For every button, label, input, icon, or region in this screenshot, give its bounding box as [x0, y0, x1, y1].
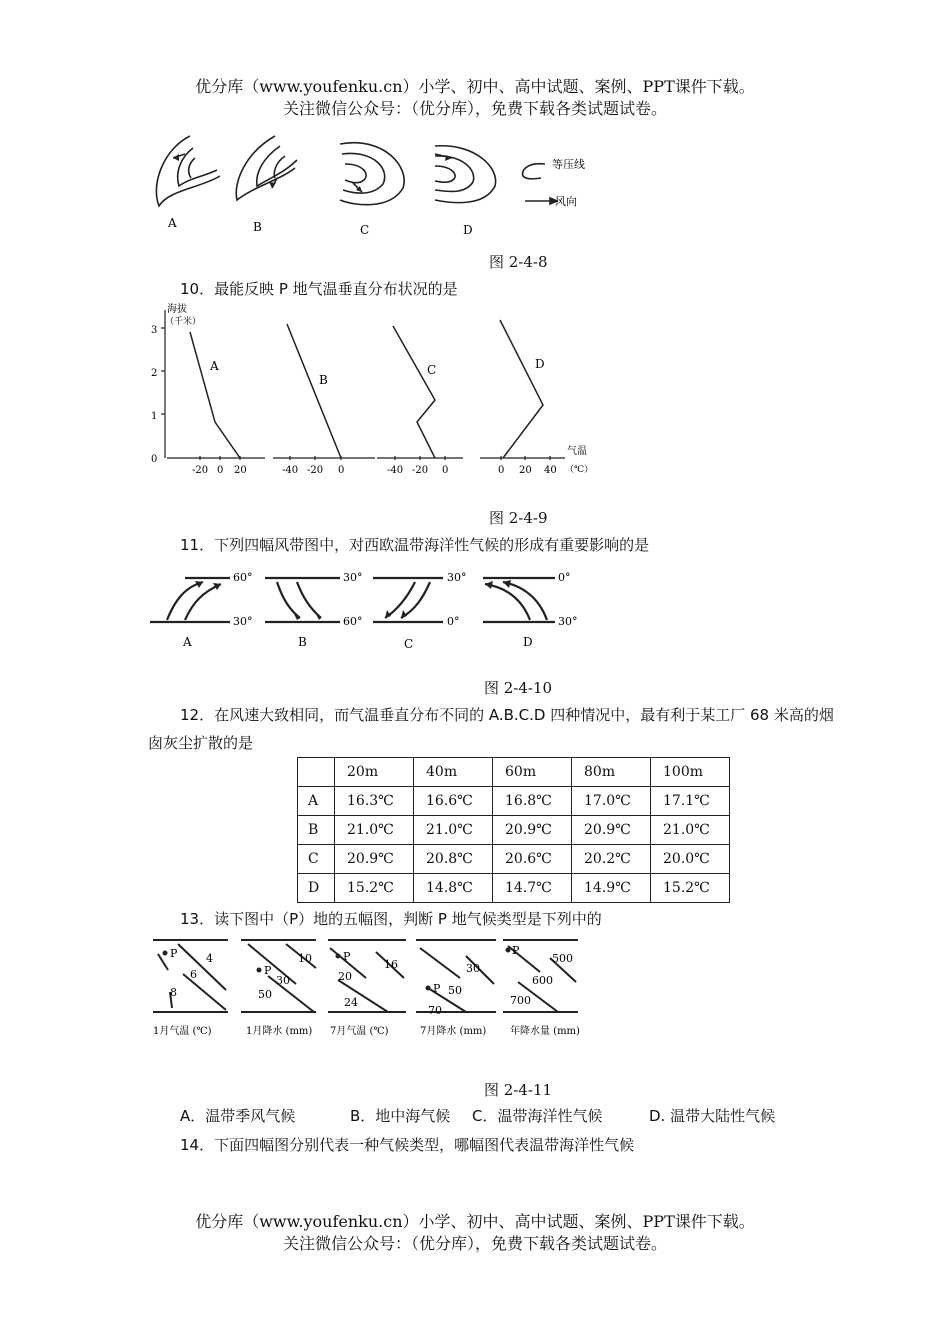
map2-value-1: 10 — [298, 952, 312, 965]
tick-d-1: 0 — [498, 465, 505, 476]
table-cell: 21.0℃ — [335, 816, 414, 845]
tick-c-2: -20 — [412, 465, 429, 476]
y-axis-unit: （千米） — [165, 317, 202, 327]
table-cell: 20.9℃ — [572, 816, 651, 845]
table-header-cell: 20m — [335, 758, 414, 787]
table-cell: A — [298, 787, 335, 816]
map2-value-3: 50 — [258, 988, 272, 1001]
map2-point: P — [264, 964, 272, 977]
tick-a-1: -20 — [192, 465, 209, 476]
tick-b-2: -20 — [307, 465, 324, 476]
belt-c-bottom: 0° — [447, 615, 460, 628]
temperature-table — [297, 757, 730, 903]
isobar-figure — [145, 128, 605, 243]
profile-label-d: D — [535, 357, 545, 371]
option-b: B．地中海气候 — [350, 1107, 451, 1125]
x-axis-title: 气温 — [567, 446, 587, 457]
table-cell: C — [298, 845, 335, 874]
y-tick-1: 1 — [151, 411, 158, 422]
question-12-line-2: 囱灰尘扩散的是 — [148, 734, 254, 752]
map5-caption: 年降水量 (mm) — [510, 1026, 580, 1037]
map3-value-1: 16 — [384, 958, 398, 971]
table-header-cell: 60m — [493, 758, 572, 787]
wind-belt-figure — [145, 562, 595, 657]
isobar-label-d: D — [463, 223, 473, 237]
legend-wind-label: 风向 — [555, 195, 577, 208]
belt-b-bottom: 60° — [343, 615, 363, 628]
question-12-line-1: 12．在风速大致相同，而气温垂直分布不同的 A.B.C.D 四种情况中，最有利于某工厂 68 米高的烟 — [180, 706, 834, 724]
belt-c-top: 30° — [447, 571, 467, 584]
map1-point: P — [170, 947, 178, 960]
map4-value-3: 70 — [428, 1004, 442, 1017]
tick-d-3: 40 — [544, 465, 557, 476]
x-axis-unit: （℃） — [565, 465, 594, 475]
isobar-D-inner — [435, 166, 455, 182]
figure-caption-2-4-8: 图 2-4-8 — [489, 253, 548, 271]
table-cell: D — [298, 874, 335, 903]
tick-a-3: 20 — [234, 465, 247, 476]
table-cell: 14.8℃ — [414, 874, 493, 903]
table-cell: 15.2℃ — [335, 874, 414, 903]
figure-caption-2-4-11: 图 2-4-11 — [484, 1081, 553, 1099]
isobar-D-outer — [435, 146, 496, 203]
map3-value-3: 24 — [344, 996, 358, 1009]
map4-value-2: 50 — [448, 984, 462, 997]
option-a: A．温带季风气候 — [180, 1107, 296, 1125]
belt-a-top: 60° — [233, 571, 253, 584]
y-tick-3: 3 — [151, 325, 158, 336]
footer-line-1: 优分库（www.youfenku.cn）小学、初中、高中试题、案例、PPT课件下载。 — [195, 1212, 755, 1231]
question-13: 13．读下图中（P）地的五幅图，判断 P 地气候类型是下列中的 — [180, 910, 602, 928]
table-cell: 20.0℃ — [651, 845, 730, 874]
map1-value-2: 6 — [190, 968, 197, 981]
profile-label-b: B — [319, 373, 328, 387]
table-cell: 16.8℃ — [493, 787, 572, 816]
temperature-profile-figure — [145, 300, 605, 480]
question-11: 11．下列四幅风带图中，对西欧温带海洋性气候的形成有重要影响的是 — [180, 536, 650, 554]
map2-value-2: 30 — [276, 974, 290, 987]
table-header-cell: 80m — [572, 758, 651, 787]
table-cell: 20.6℃ — [493, 845, 572, 874]
belt-a-bottom: 30° — [233, 615, 253, 628]
map5-point: P — [512, 944, 520, 957]
y-tick-2: 2 — [151, 368, 158, 379]
belt-d-bottom: 30° — [558, 615, 578, 628]
map1-value-1: 4 — [206, 952, 213, 965]
table-row — [298, 845, 730, 874]
table-cell: 15.2℃ — [651, 874, 730, 903]
header-line-1: 优分库（www.youfenku.cn）小学、初中、高中试题、案例、PPT课件下载。 — [195, 77, 755, 96]
isobar-A-inner — [189, 158, 195, 178]
map1-value-3: 8 — [170, 986, 177, 999]
map5-value-1: 500 — [552, 952, 573, 965]
isobar-C-inner — [345, 164, 366, 183]
table-row — [298, 816, 730, 845]
map3-caption: 7月气温 (℃) — [330, 1026, 389, 1037]
belt-label-b: B — [298, 635, 307, 649]
isobar-label-a: A — [168, 216, 177, 230]
table-header-cell: 100m — [651, 758, 730, 787]
table-cell: 14.7℃ — [493, 874, 572, 903]
isobar-label-c: C — [360, 223, 370, 237]
tick-c-3: 0 — [442, 465, 449, 476]
tick-d-2: 20 — [519, 465, 532, 476]
tick-b-1: -40 — [282, 465, 299, 476]
tick-c-1: -40 — [387, 465, 404, 476]
map1-caption: 1月气温 (℃) — [153, 1026, 212, 1037]
y-tick-0: 0 — [151, 454, 158, 465]
header-line-2: 关注微信公众号：（优分库），免费下载各类试题试卷。 — [282, 99, 667, 118]
table-cell: 16.6℃ — [414, 787, 493, 816]
table-cell: 20.9℃ — [335, 845, 414, 874]
profile-line-c — [393, 326, 435, 458]
profile-line-b — [287, 324, 341, 458]
profile-line-a — [190, 332, 240, 458]
legend-isobar-symbol — [523, 164, 545, 179]
table-row — [298, 787, 730, 816]
table-row — [298, 874, 730, 903]
question-10: 10．最能反映 P 地气温垂直分布状况的是 — [180, 280, 458, 298]
table-cell: 17.0℃ — [572, 787, 651, 816]
table-cell: B — [298, 816, 335, 845]
option-c: C．温带海洋性气候 — [472, 1107, 603, 1125]
profile-label-c: C — [427, 363, 437, 377]
tick-b-3: 0 — [338, 465, 345, 476]
map2-caption: 1月降水 (mm) — [246, 1026, 313, 1037]
tick-a-2: 0 — [217, 465, 224, 476]
table-cell: 21.0℃ — [651, 816, 730, 845]
option-d: D. 温带大陆性气候 — [649, 1107, 776, 1125]
table-cell: 20.8℃ — [414, 845, 493, 874]
figure-caption-2-4-10: 图 2-4-10 — [484, 679, 553, 697]
isobar-C-outer — [340, 143, 404, 205]
map3-point: P — [343, 950, 351, 963]
table-cell: 20.2℃ — [572, 845, 651, 874]
figure-caption-2-4-9: 图 2-4-9 — [489, 509, 548, 527]
belt-d-top: 0° — [558, 571, 571, 584]
table-cell: 17.1℃ — [651, 787, 730, 816]
profile-label-a: A — [210, 359, 219, 373]
belt-b-top: 30° — [343, 571, 363, 584]
table-cell: 16.3℃ — [335, 787, 414, 816]
belt-label-a: A — [183, 635, 192, 649]
map4-value-1: 30 — [466, 962, 480, 975]
map3-value-2: 20 — [338, 970, 352, 983]
map5-value-3: 700 — [510, 994, 531, 1007]
isobar-C-mid — [342, 153, 385, 193]
legend-isobar-label: 等压线 — [552, 158, 585, 171]
question-14: 14．下面四幅图分别代表一种气候类型，哪幅图代表温带海洋性气候 — [180, 1136, 635, 1154]
profile-line-d — [500, 320, 543, 458]
table-header-cell — [298, 758, 335, 787]
map5-value-2: 600 — [532, 974, 553, 987]
table-cell: 21.0℃ — [414, 816, 493, 845]
climate-maps-figure — [148, 932, 588, 1042]
y-axis-title: 海拔 — [167, 304, 187, 315]
table-cell: 20.9℃ — [493, 816, 572, 845]
table-header-cell: 40m — [414, 758, 493, 787]
table-cell: 14.9℃ — [572, 874, 651, 903]
map4-caption: 7月降水 (mm) — [420, 1026, 487, 1037]
footer-line-2: 关注微信公众号：（优分库），免费下载各类试题试卷。 — [282, 1234, 667, 1253]
isobar-label-b: B — [253, 220, 262, 234]
belt-label-c: C — [404, 637, 414, 651]
table-header-row — [298, 758, 730, 787]
map4-point: P — [433, 982, 441, 995]
belt-label-d: D — [523, 635, 533, 649]
